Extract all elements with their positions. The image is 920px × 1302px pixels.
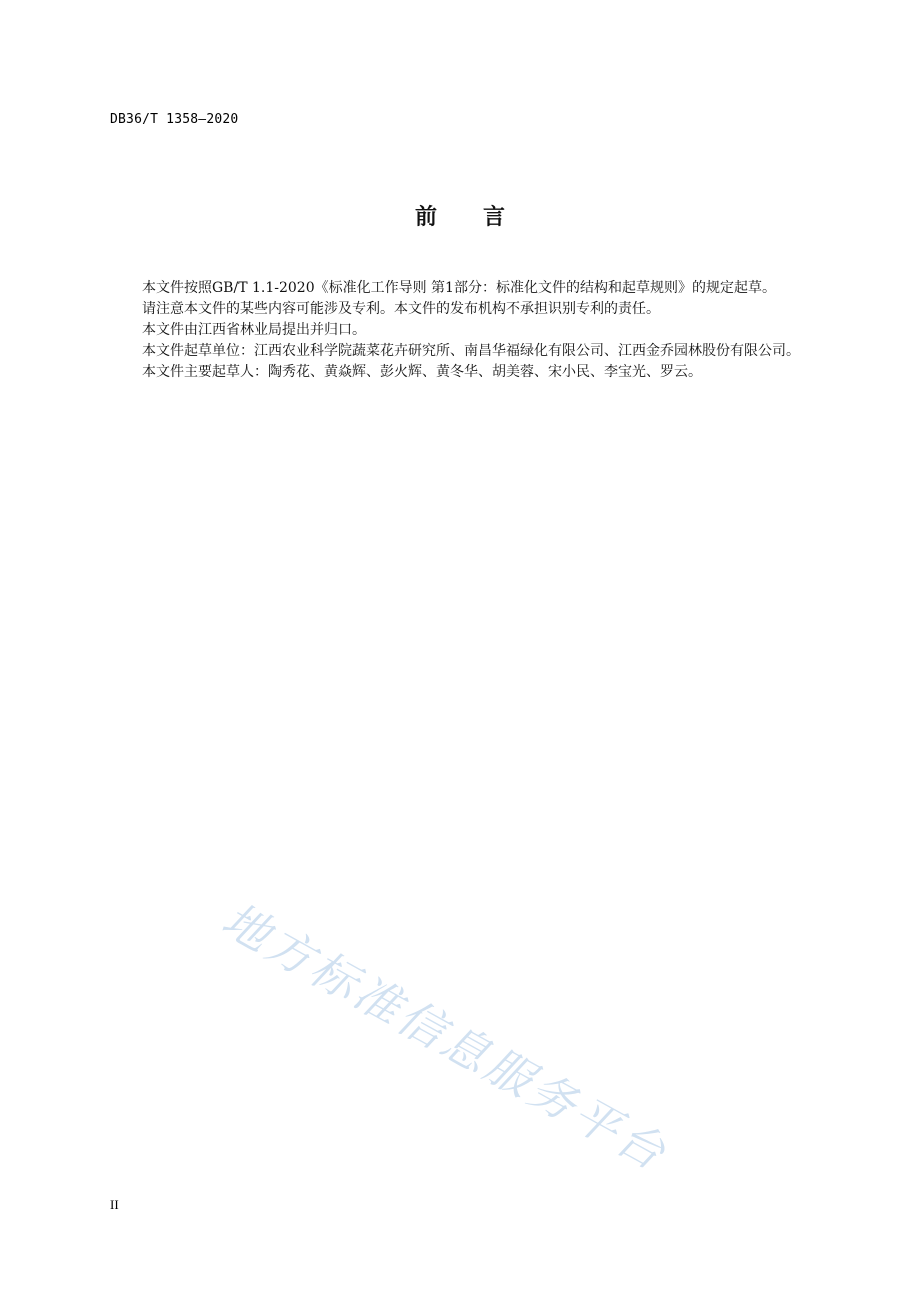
paragraph-patent-notice: 请注意本文件的某些内容可能涉及专利。本文件的发布机构不承担识别专利的责任。	[142, 301, 660, 317]
watermark: 地方标准信息服务平台	[213, 892, 677, 1182]
page-title: 前言	[414, 205, 551, 230]
page-number: II	[110, 1197, 119, 1212]
document-code: DB36/T 1358—2020	[110, 112, 239, 127]
paragraph-proposer: 本文件由江西省林业局提出并归口。	[142, 322, 366, 338]
paragraph-drafting-basis: 本文件按照GB/T 1.1-2020《标准化工作导则 第1部分：标准化文件的结构和起草规则》的规定起草。	[142, 280, 776, 296]
paragraph-drafters: 本文件主要起草人：陶秀花、黄焱辉、彭火辉、黄冬华、胡美蓉、宋小民、李宝光、罗云。	[142, 364, 702, 380]
foreword-body	[110, 278, 836, 383]
paragraph-drafting-units: 本文件起草单位：江西农业科学院蔬菜花卉研究所、南昌华福绿化有限公司、江西金乔园林股份有限公司。	[142, 343, 800, 359]
